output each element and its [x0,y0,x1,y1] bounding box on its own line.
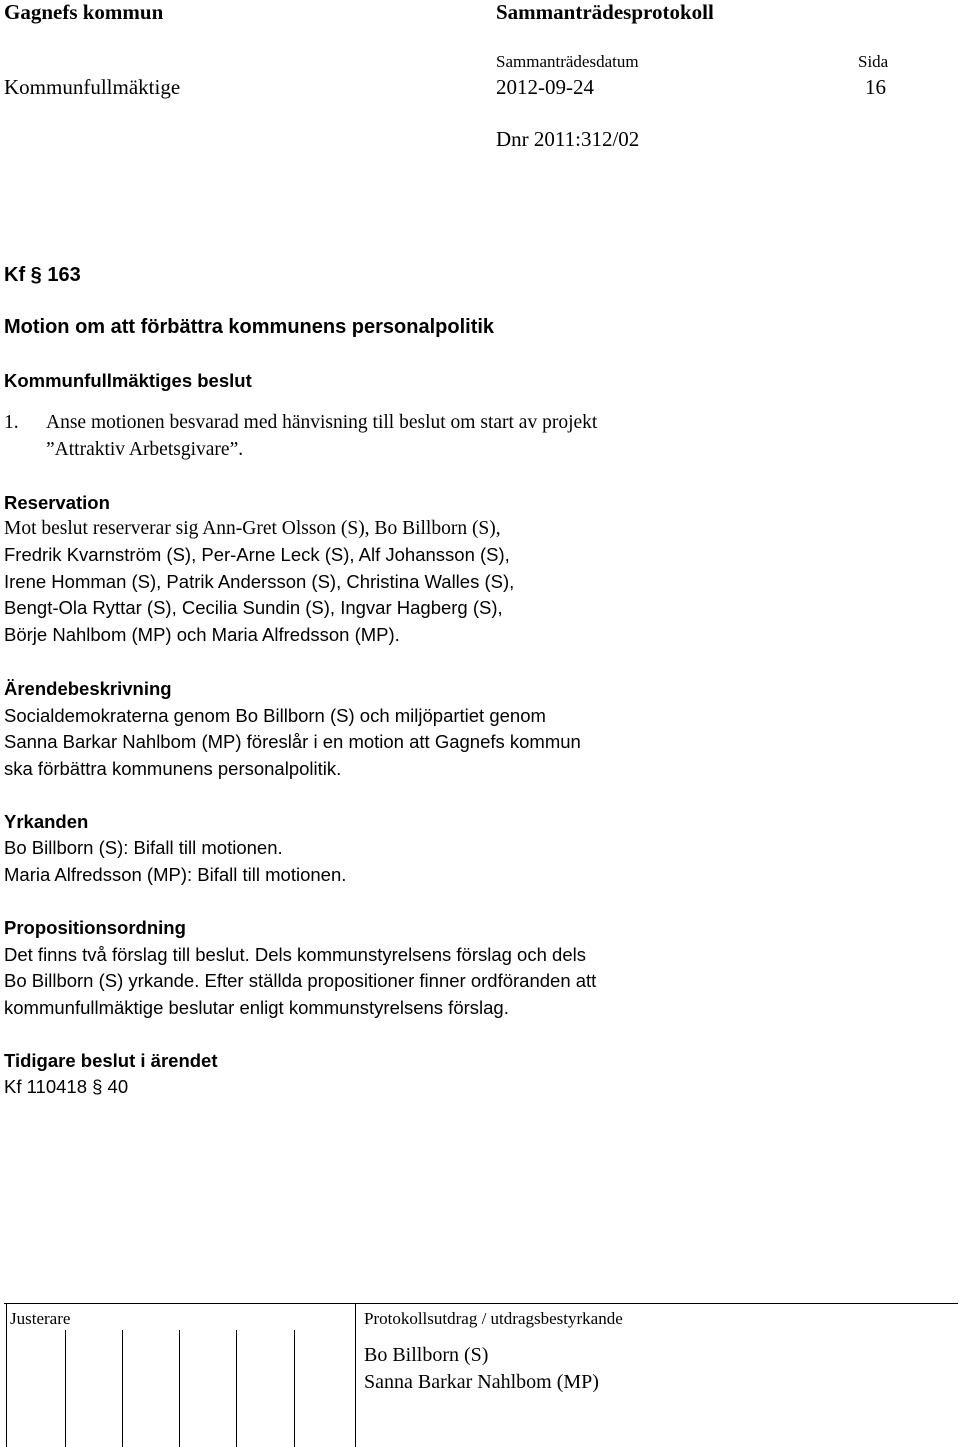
reservation-line: Bengt-Ola Ryttar (S), Cecilia Sundin (S), Ingvar Hagberg (S), [4,597,503,618]
proposition-heading: Propositionsordning [4,917,186,938]
decision-item-line: ”Attraktiv Arbetsgivare”. [46,439,244,460]
reservation-line: Börje Nahlbom (MP) och Maria Alfredsson (MP). [4,624,400,645]
org-name: Gagnefs kommun [4,0,164,24]
council-name: Kommunfullmäktige [4,75,181,99]
signature-box-divider [6,1303,7,1447]
proposition-line: Bo Billborn (S) yrkande. Efter ställda propositioner finner ordföranden att [4,970,597,991]
document-type: Sammanträdesprotokoll [496,0,714,24]
previous-decision-heading: Tidigare beslut i ärendet [4,1050,218,1071]
decision-item-line: Anse motionen besvarad med hänvisning till beslut om start av projekt [46,412,598,433]
footer-divider [4,1303,958,1304]
signature-box-divider [65,1330,66,1447]
adjusters-label: Justerare [10,1309,71,1328]
paragraph-number: Kf § 163 [4,264,81,286]
decision-item-number: 1. [4,412,19,433]
description-heading: Ärendebeskrivning [4,678,172,699]
description-line: ska förbättra kommunens personalpolitik. [4,758,342,779]
proposition-line: kommunfullmäktige beslutar enligt kommunstyrelsens förslag. [4,997,509,1018]
signature-box-divider [294,1330,295,1447]
reservation-line: Mot beslut reserverar sig Ann-Gret Olsson (S), Bo Billborn (S), [4,518,501,539]
reservation-heading: Reservation [4,492,110,513]
page-title: Motion om att förbättra kommunens personalpolitik [4,316,495,338]
recipient: Bo Billborn (S) [364,1344,489,1366]
signature-box-divider [179,1330,180,1447]
description-line: Sanna Barkar Nahlbom (MP) föreslår i en motion att Gagnefs kommun [4,731,581,752]
description-line: Socialdemokraterna genom Bo Billborn (S) och miljöpartiet genom [4,705,546,726]
recipient: Sanna Barkar Nahlbom (MP) [364,1371,599,1393]
reservation-line: Irene Homman (S), Patrik Andersson (S), Christina Walles (S), [4,571,515,592]
motion-line: Maria Alfredsson (MP): Bifall till motionen. [4,864,347,885]
footer-column-divider [355,1303,356,1447]
page-number: 16 [865,75,886,99]
motions-heading: Yrkanden [4,811,89,832]
signature-box-divider [236,1330,237,1447]
meeting-date-label: Sammanträdesdatum [496,52,639,71]
decision-heading: Kommunfullmäktiges beslut [4,370,252,391]
page-label: Sida [858,52,889,71]
previous-decision-value: Kf 110418 § 40 [4,1076,129,1097]
extract-label: Protokollsutdrag / utdragsbestyrkande [364,1309,623,1328]
proposition-line: Det finns två förslag till beslut. Dels kommunstyrelsens förslag och dels [4,944,586,965]
motion-line: Bo Billborn (S): Bifall till motionen. [4,837,283,858]
reservation-line: Fredrik Kvarnström (S), Per-Arne Leck (S), Alf Johansson (S), [4,544,510,565]
case-number: Dnr 2011:312/02 [496,127,640,151]
meeting-date: 2012-09-24 [496,75,594,99]
signature-box-divider [122,1330,123,1447]
